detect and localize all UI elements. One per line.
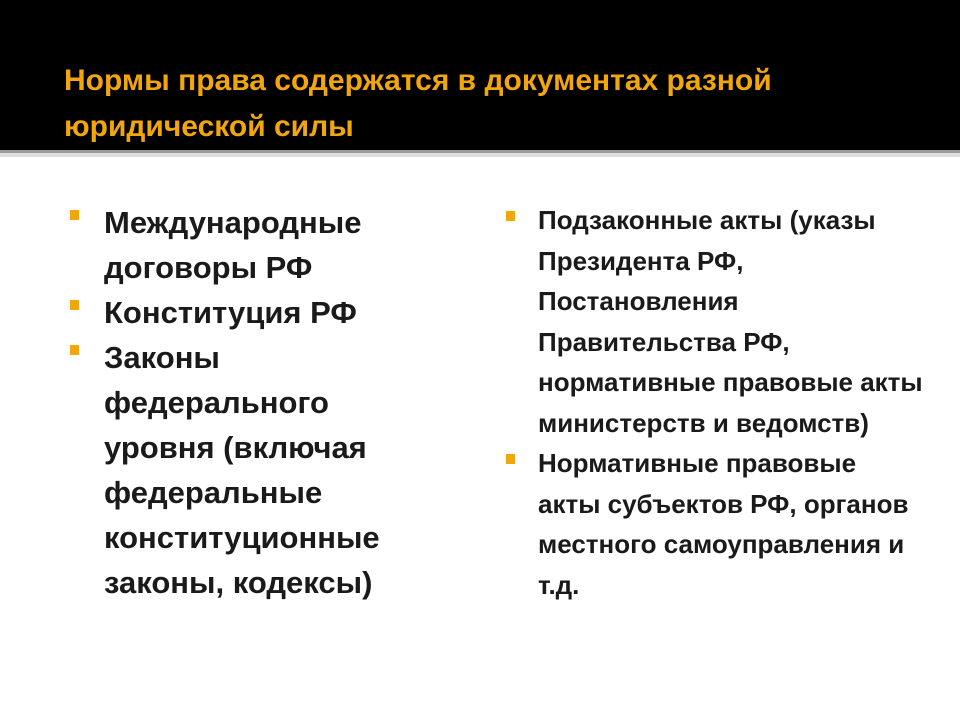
list-item [70, 290, 410, 335]
list-item [70, 335, 410, 605]
title-divider-light [0, 153, 960, 157]
square-bullet-icon [506, 211, 515, 221]
square-bullet-icon [70, 300, 79, 310]
list-item-text: Законы федерального уровня (включая федеральные конституционные законы, кодексы) [104, 340, 380, 600]
list-item [504, 200, 924, 443]
list-item-text: Конституция РФ [104, 295, 357, 330]
left-bullet-list [70, 200, 410, 605]
square-bullet-icon [506, 454, 515, 464]
square-bullet-icon [70, 345, 79, 355]
list-item [70, 200, 410, 290]
slide-title: Нормы права содержатся в документах разной юридической силы [64, 64, 772, 143]
square-bullet-icon [70, 210, 79, 220]
right-bullet-list [504, 200, 924, 605]
list-item-text: Нормативные правовые акты субъектов РФ, органов местного самоуправления и т.д. [538, 448, 909, 600]
list-item-text: Подзаконные акты (указы Президента РФ, Постановления Правительства РФ, нормативные правовые акты министерств и ведомств) [538, 205, 923, 438]
list-item-text: Международные договоры РФ [104, 205, 362, 285]
title-bar [0, 0, 960, 150]
list-item [504, 443, 924, 605]
